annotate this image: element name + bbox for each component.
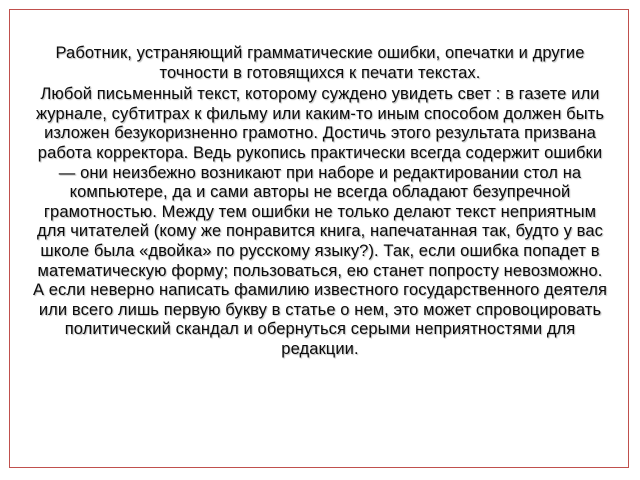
description-paragraph: Любой письменный текст, которому суждено увидеть свет : в газете или журнале, субтитрах к фильму или каким-то иным способом должен быть изложен безукоризненно грамотно. Достичь этого результата призвана работа корректора. Ведь рукопись практически всегда содержит ошибки — они неизбежно возникают при наборе и редактировании стол на компьютере, да и сами авторы не всегда обладают безупречной грамотностью. Между тем ошибки не только делают текст неприятным для читателей (кому же понравится книга, напечатанная так, будто у вас школе была «двойка» по русскому языку?). Так, если ошибка попадет в математическую форму; пользоваться, ею станет попросту невозможно. А если неверно написать фамилию известного государственного деятеля или всего лишь первую букву в статье о нем, это может спровоцировать политический скандал и обернуться серыми неприятностями для редакции. [32,85,608,358]
slide-text-block [30,44,610,362]
definition-paragraph: Работник, устраняющий грамматические ошибки, опечатки и другие точности в готовящихся к печати текстах. [55,44,585,82]
